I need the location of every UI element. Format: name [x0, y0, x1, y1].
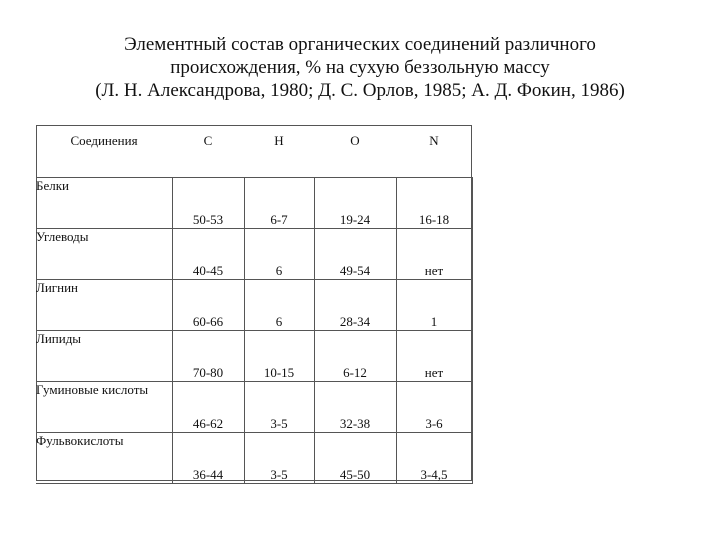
- cell-n: 3-6: [396, 381, 472, 432]
- cell-o: 19-24: [314, 177, 396, 228]
- header-c: C: [203, 133, 213, 148]
- cell-c: 36-44: [172, 432, 244, 483]
- table-row: [36, 177, 472, 228]
- cell-o: 32-38: [314, 381, 396, 432]
- row-name: Углеводы: [36, 228, 172, 279]
- cell-c: 60-66: [172, 279, 244, 330]
- cell-n: нет: [396, 228, 472, 279]
- cell-n: 1: [396, 279, 472, 330]
- cell-o: 6-12: [314, 330, 396, 381]
- cell-h: 10-15: [244, 330, 314, 381]
- cell-n: 3-4,5: [396, 432, 472, 483]
- cell-h: 3-5: [244, 432, 314, 483]
- title-line-2: происхождения, % на сухую беззольную массу: [170, 57, 550, 78]
- composition-table: [36, 125, 473, 484]
- table-row: [36, 228, 472, 279]
- row-name: Белки: [36, 177, 172, 228]
- cell-c: 46-62: [172, 381, 244, 432]
- table-row: [36, 381, 472, 432]
- row-name: Фульвокислоты: [36, 432, 172, 483]
- cell-n: 16-18: [396, 177, 472, 228]
- cell-h: 3-5: [244, 381, 314, 432]
- table-row: [36, 330, 472, 381]
- row-name: Липиды: [36, 330, 172, 381]
- cell-o: 45-50: [314, 432, 396, 483]
- cell-c: 70-80: [172, 330, 244, 381]
- title-line-3: (Л. Н. Александрова, 1980; Д. С. Орлов, 1985; А. Д. Фокин, 1986): [95, 80, 625, 101]
- cell-o: 28-34: [314, 279, 396, 330]
- header-o: O: [350, 133, 360, 148]
- header-n: N: [429, 133, 439, 148]
- slide-title: [40, 33, 680, 102]
- row-name: Гуминовые кислоты: [36, 381, 172, 432]
- header-compound: Соединения: [36, 125, 172, 177]
- table-row: [36, 279, 472, 330]
- cell-h: 6: [244, 279, 314, 330]
- header-h: H: [274, 133, 284, 148]
- header-row: [36, 125, 472, 177]
- table-row: [36, 432, 472, 483]
- cell-o: 49-54: [314, 228, 396, 279]
- cell-c: 50-53: [172, 177, 244, 228]
- cell-h: 6: [244, 228, 314, 279]
- title-line-1: Элементный состав органических соединений различного: [124, 34, 596, 55]
- cell-c: 40-45: [172, 228, 244, 279]
- cell-h: 6-7: [244, 177, 314, 228]
- cell-n: нет: [396, 330, 472, 381]
- row-name: Лигнин: [36, 279, 172, 330]
